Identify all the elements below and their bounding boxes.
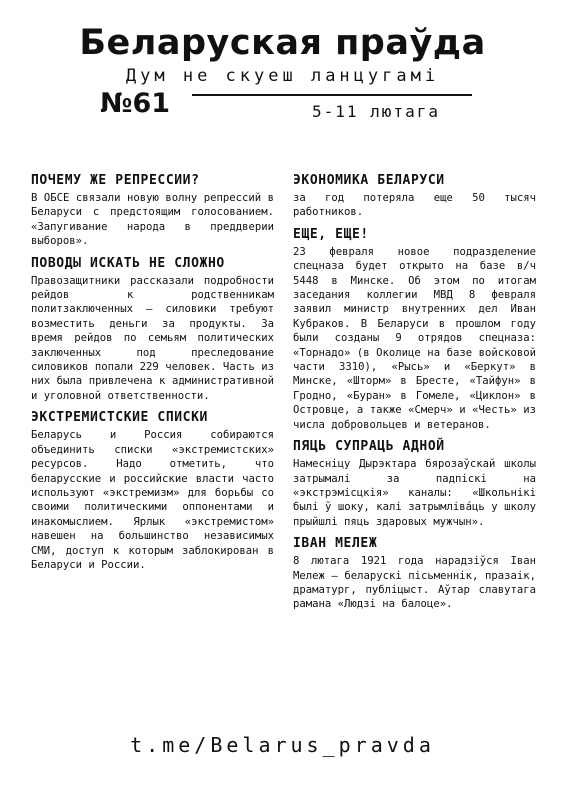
issue-dates: 5-11 лютага [312,102,440,121]
article-body: Намесніцу Дырэктара бярозаўскай школы затрымалі за падпіскі на «экстрэмісцкія» каналы: «Школьнікі былі ў шоку, калі затрымлівáць у школу прыйшлі пяць здаровых мужчын». [293,458,536,528]
article [31,409,274,572]
right-column [293,172,536,618]
masthead-title: Беларуская праўда [79,23,486,63]
article-body: Правозащитники рассказали подробности рейдов к родственникам политзаключенных — силовики требуют возместить деньги за продукты. За время рейдов по семьям политических заключенных под преследование силовиков попали 229 человек. Часть из них была привлечена к административной и уголовной ответственности. [31,274,274,402]
article-heading: ПЯЦЬ СУПРАЦЬ АДНОЙ [293,439,445,455]
article [293,172,536,220]
article-body: В ОБСЕ связали новую волну репрессий в Беларуси с предстоящим голосованием. «Запугивание народа в преддверии выборов». [31,192,274,248]
article-heading: ІВАН МЕЛЕЖ [293,536,378,552]
article [293,438,536,529]
article-heading: ПОЧЕМУ ЖЕ РЕПРЕССИИ? [31,173,200,188]
article [293,226,536,432]
article-body: Беларусь и Россия собираются объединить списки «экстремистских» ресурсов. Надо отметить, что беларусские и российские власти часто используют «экстремизм» для борьбы со своими политическими оппонентами и инакомыслием. Ярлык «экстремистом» навешен на большинство независимых СМИ, доступ к которым заблокирован в Беларуси и России. [31,429,274,571]
article-body: за год потеряла еще 50 тысяч работников. [293,192,536,219]
article [31,172,274,249]
issue-number: №61 [100,88,171,119]
article-heading: ЕЩЕ, ЕЩЕ! [293,226,369,242]
article-heading: ЭКОНОМИКА БЕЛАРУСИ [293,173,445,188]
article-heading: ЭКСТРЕМИСТСКИЕ СПИСКИ [31,410,208,426]
masthead-rule [192,94,472,96]
article-heading: ПОВОДЫ ИСКАТЬ НЕ СЛОЖНО [31,255,225,271]
article-body: 23 февраля новое подразделение спецназа будет открыто на базе в/ч 5448 в Минске. Об этом по итогам заседания коллегии МВД 8 февраля заявил министр внутренних дел Иван Кубраков. В Беларуси в прошлом году были созданы 9 отрядов спецназа: «Торнадо» (в Околице на базе войсковой части 3310), «Рысь» и «Беркут» в Минске, «Шторм» в Бресте, «Тайфун» в Гродно, «Буран» в Гомеле, «Циклон» в Островце, а также «Смерч» и «Честь» из числа добровольцев и ветеранов. [293,245,536,431]
telegram-link[interactable]: t.me/Belarus_pravda [130,733,435,757]
masthead-tagline: Дум не скуеш ланцугамі [125,66,440,86]
article [293,535,536,612]
article-body: 8 лютага 1921 года нарадзіўся Іван Мележ – беларускі пісьменнік, празаік, драматург, публіцыст. Аўтар славутага рамана «Людзі на балоце». [293,555,536,611]
left-column [31,172,274,578]
article [31,255,274,404]
